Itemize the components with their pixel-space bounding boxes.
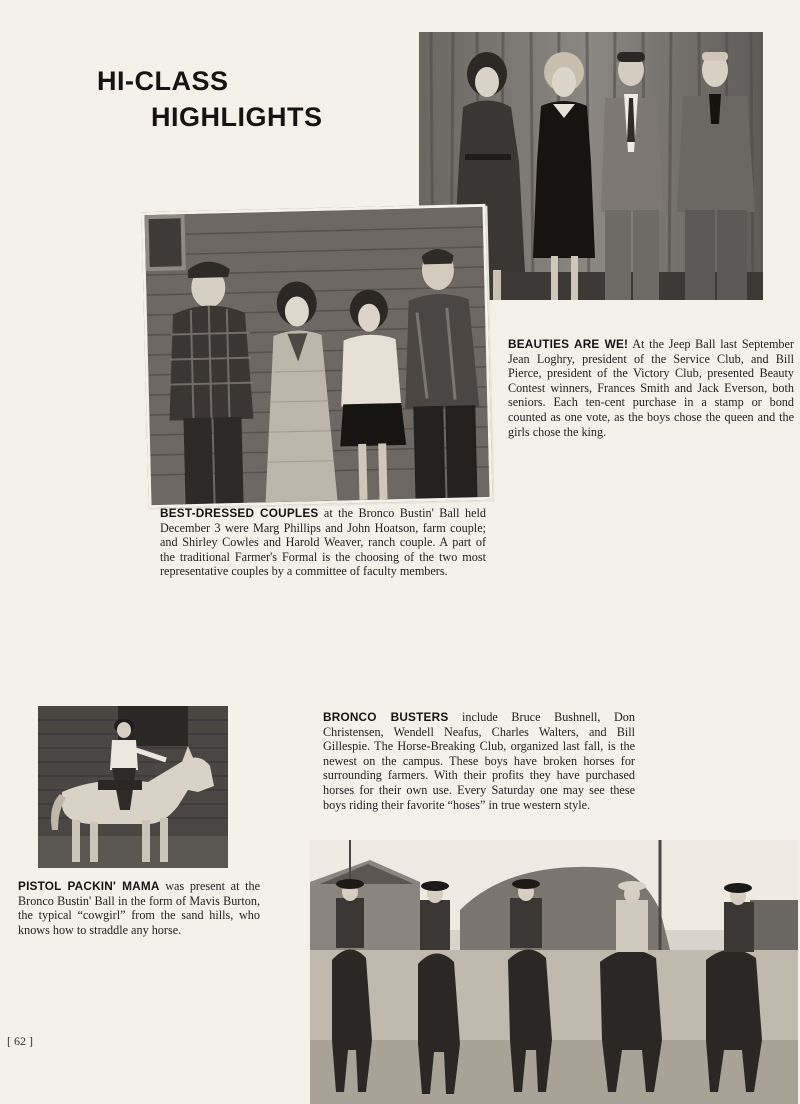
couples-caption-lead: BEST-DRESSED COUPLES (160, 506, 319, 520)
page-title-line-1: HI-CLASS (97, 66, 229, 96)
bronco-busters-photo (310, 840, 798, 1104)
busters-caption-body: include Bruce Bushnell, Don Christensen, Wendell Neafus, Charles Walters, and Bill Gillespie. The Horse-Breaking Club, organized last fall, is the newest on the campus. These boys have broken horses for surrounding farmers. With their profits they have purchased horses for their own use. Every Saturday one may see these boys riding their favorite “hoses” in true western style. (323, 710, 635, 812)
mama-caption-lead: PISTOL PACKIN' MAMA (18, 879, 160, 893)
beauties-caption (508, 337, 794, 439)
busters-caption (323, 710, 635, 812)
cowgirl-on-horse-photo (38, 706, 228, 868)
busters-caption-lead: BRONCO BUSTERS (323, 710, 449, 724)
couples-caption (160, 506, 486, 579)
page-title-line-2: HIGHLIGHTS (151, 102, 323, 132)
mama-caption-body: was present at the Bronco Bustin' Ball in the form of Mavis Burton, the typical “cowgirl” from the sand hills, who knows how to straddle any horse. (18, 879, 260, 937)
couples-caption-body: at the Bronco Bustin' Ball held December 3 were Marg Phillips and John Hoatson, farm couple; and Shirley Cowles and Harold Weaver, ranch couple. A part of the traditional Farmer's Formal is the choosing of the two most representative couples by a committee of faculty members. (160, 506, 486, 579)
beauties-caption-body: At the Jeep Ball last September Jean Loghry, president of the Service Club, and Bill Pierce, president of the Victory Club, presented Beauty Contest winners, Frances Smith and Jack Everson, both seniors. Each ten-cent purchase in a stamp or bond counted as one vote, as the boys chose the queen and the girls chose the king. (508, 337, 794, 439)
beauties-caption-lead: BEAUTIES ARE WE! (508, 337, 629, 351)
mama-caption (18, 879, 260, 937)
page-number: [ 62 ] (7, 1034, 33, 1048)
couples-photo (141, 204, 492, 508)
